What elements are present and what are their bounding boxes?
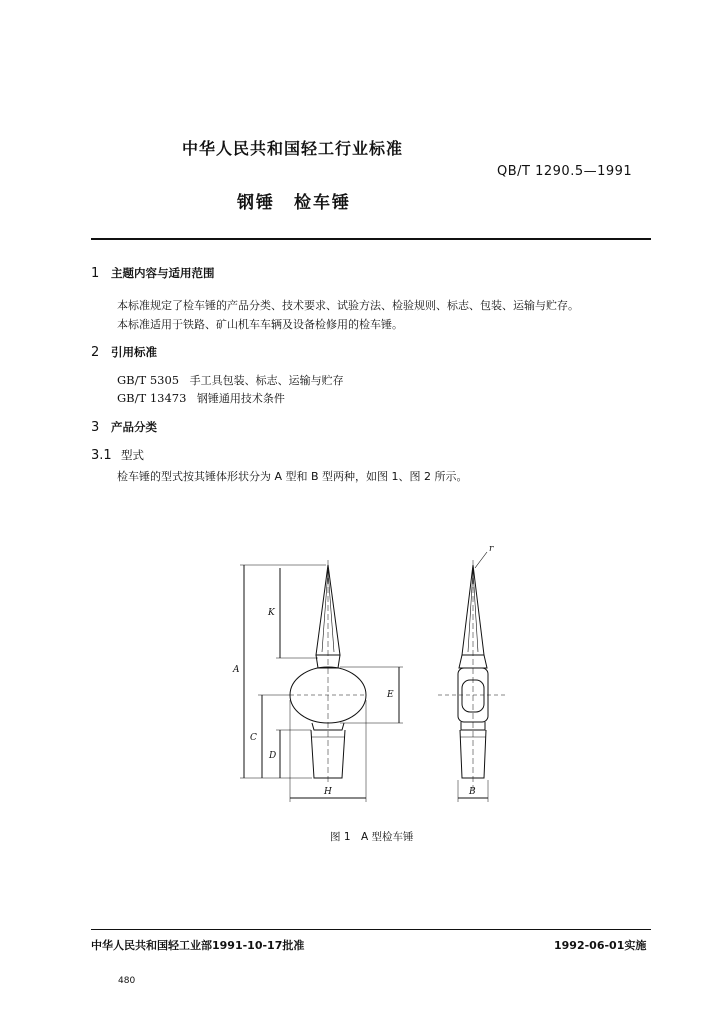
section-title: 引用标准 <box>111 345 157 359</box>
standard-code: QB/T 1290.5—1991 <box>497 164 633 179</box>
issuing-body-title: 中华人民共和国轻工行业标准 <box>182 139 404 158</box>
section-number: 2 <box>91 345 100 360</box>
dim-label-r: r <box>489 544 494 554</box>
figure-caption: 图 1 A 型检车锤 <box>330 831 414 843</box>
dim-label-H: H <box>324 787 332 797</box>
reference-title: 手工具包装、标志、运输与贮存 <box>189 374 344 387</box>
page-number: 480 <box>118 976 136 986</box>
reference-code: GB/T 5305 <box>117 373 180 387</box>
section-title: 型式 <box>121 448 144 462</box>
section-title: 主题内容与适用范围 <box>111 266 215 280</box>
dim-label-B: B <box>469 787 476 797</box>
section-1-paragraph-1: 本标准规定了检车锤的产品分类、技术要求、试验方法、检验规则、标志、包装、运输与贮存。 <box>117 299 579 312</box>
section-number: 3 <box>91 420 100 435</box>
reference-title: 钢锤通用技术条件 <box>196 392 285 405</box>
section-1-paragraph-2: 本标准适用于铁路、矿山机车车辆及设备检修用的检车锤。 <box>117 318 403 331</box>
dim-label-A: A <box>233 665 240 675</box>
footer-divider <box>91 929 651 930</box>
dim-label-E: E <box>387 690 394 700</box>
dim-label-C: C <box>250 733 257 743</box>
reference-code: GB/T 13473 <box>117 391 187 405</box>
document-title: 钢锤 检车锤 <box>237 193 351 213</box>
section-title: 产品分类 <box>111 420 157 434</box>
dim-label-K: K <box>268 608 275 618</box>
section-3-1-paragraph: 检车锤的型式按其锤体形状分为 A 型和 B 型两种，如图 1、图 2 所示。 <box>117 470 468 483</box>
dim-label-D: D <box>269 751 277 761</box>
section-number: 1 <box>91 266 100 281</box>
effective-date: 1992-06-01实施 <box>554 939 647 952</box>
approval-statement: 中华人民共和国轻工业部1991-10-17批准 <box>91 939 305 952</box>
section-number: 3.1 <box>91 448 112 463</box>
